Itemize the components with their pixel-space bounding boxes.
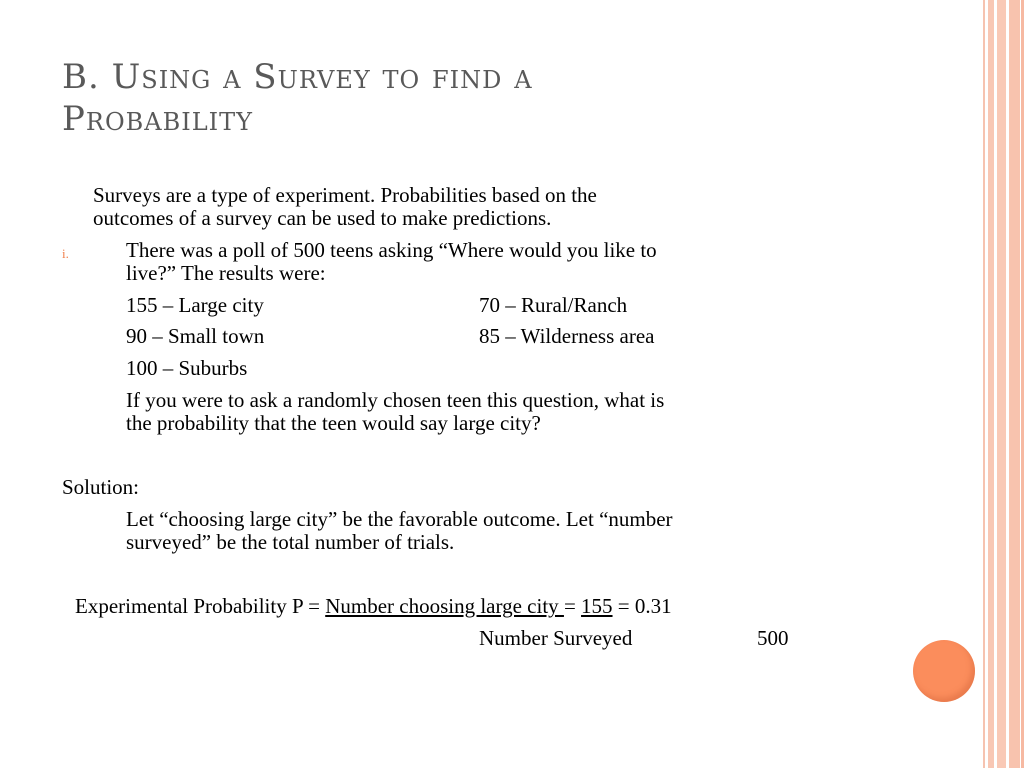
list-marker: i. <box>62 246 69 261</box>
intro-line-1: Surveys are a type of experiment. Probabilities based on the <box>93 183 597 207</box>
formula-numerator-label: Number choosing large city <box>325 594 564 618</box>
intro-line-2: outcomes of a survey can be used to make predictions. <box>93 206 552 230</box>
title-line-2: Probability <box>62 99 253 139</box>
result-wilderness: 85 – Wilderness area <box>479 324 655 348</box>
result-small-town: 90 – Small town <box>126 324 265 348</box>
solution-line-2: surveyed” be the total number of trials. <box>126 530 455 554</box>
decorative-stripe <box>997 0 1006 768</box>
title-line-1: B. Using a Survey to find a <box>62 57 533 97</box>
decorative-stripe <box>988 0 994 768</box>
slide-title <box>62 56 942 140</box>
formula-denominator-label: Number Surveyed <box>479 626 633 650</box>
item-line-2: live?” The results were: <box>126 261 326 285</box>
formula-result: = 0.31 <box>612 594 672 618</box>
formula-numerator-value: 155 <box>581 594 613 618</box>
item-line-1: There was a poll of 500 teens asking “Where would you like to <box>126 238 657 262</box>
result-large-city: 155 – Large city <box>126 293 264 317</box>
result-suburbs: 100 – Suburbs <box>126 356 248 380</box>
formula-prefix: Experimental Probability P = <box>75 594 326 618</box>
solution-heading: Solution: <box>62 475 140 499</box>
formula-equals-1: = <box>563 594 582 618</box>
result-rural-ranch: 70 – Rural/Ranch <box>479 293 628 317</box>
decorative-stripe <box>1009 0 1020 768</box>
formula-denominator-value: 500 <box>757 626 789 650</box>
solution-line-1: Let “choosing large city” be the favorable outcome. Let “number <box>126 507 673 531</box>
decorative-stripe <box>983 0 985 768</box>
question-line-2: the probability that the teen would say large city? <box>126 411 541 435</box>
decorative-orb <box>913 640 975 702</box>
formula-line <box>75 595 672 618</box>
question-line-1: If you were to ask a randomly chosen teen this question, what is <box>126 388 665 412</box>
